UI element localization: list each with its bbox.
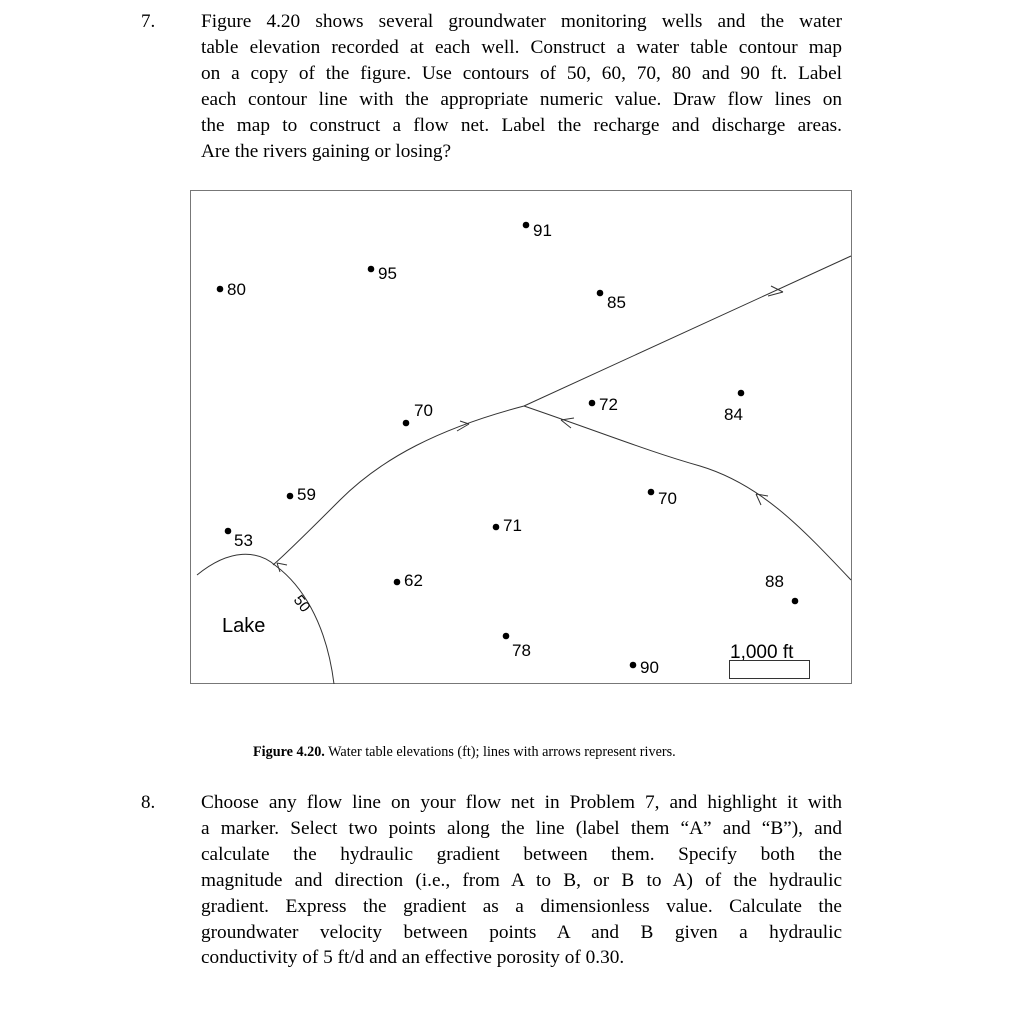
well-dot <box>589 400 596 407</box>
problem-8-line: calculate the hydraulic gradient between them. Specify both the <box>201 843 842 865</box>
well-dot <box>225 528 232 535</box>
well-label: 90 <box>640 658 659 677</box>
well-dot <box>792 598 799 605</box>
well-dot <box>597 290 604 297</box>
problem-8-line: gradient. Express the gradient as a dimensionless value. Calculate the <box>201 895 842 917</box>
well-dot <box>394 579 401 586</box>
problem-8-line: conductivity of 5 ft/d and an effective porosity of 0.30. <box>201 947 625 969</box>
well-dot <box>217 286 224 293</box>
well-label: 95 <box>378 264 397 283</box>
problem-7-line: Are the rivers gaining or losing? <box>201 140 452 162</box>
well-dot <box>368 266 375 273</box>
map-frame <box>191 191 852 684</box>
well-label: 85 <box>607 293 626 312</box>
well-label: 53 <box>234 531 253 550</box>
river-main-upper <box>524 256 851 406</box>
well-label: 71 <box>503 516 522 535</box>
well-label: 70 <box>414 401 433 420</box>
problem-7-line: on a copy of the figure. Use contours of 50, 60, 70, 80 and 90 ft. Label <box>201 62 842 84</box>
well-dot <box>523 222 530 229</box>
well-label: 62 <box>404 571 423 590</box>
well-dot <box>493 524 500 531</box>
lake-shore-upper <box>197 554 276 575</box>
problem-7-line: each contour line with the appropriate numeric value. Draw flow lines on <box>201 88 842 110</box>
well-label: 78 <box>512 641 531 660</box>
problem-7-line: Figure 4.20 shows several groundwater monitoring wells and the water <box>201 11 842 32</box>
problem-7-line: table elevation recorded at each well. Construct a water table contour map <box>201 36 842 58</box>
well-dot <box>630 662 637 669</box>
problem-8-line: Choose any flow line on your flow net in Problem 7, and highlight it with <box>201 792 842 813</box>
well-dot <box>287 493 294 500</box>
well-label: 91 <box>533 221 552 240</box>
figure-caption-label: Figure 4.20. <box>253 744 325 760</box>
lake-shore-50-contour <box>276 566 334 684</box>
well-label: 88 <box>765 572 784 591</box>
well-label: 72 <box>599 395 618 414</box>
problem-8-number: 8. <box>141 792 156 813</box>
well-dot <box>738 390 745 397</box>
well-label: 59 <box>297 485 316 504</box>
problem-7-line: the map to construct a flow net. Label the recharge and discharge areas. <box>201 114 842 136</box>
well-dot <box>503 633 510 640</box>
problem-8-line: groundwater velocity between points A and B given a hydraulic <box>201 921 842 943</box>
river-tributary <box>524 406 851 580</box>
rivers <box>197 256 851 684</box>
figure-caption <box>253 744 676 761</box>
well-label: 70 <box>658 489 677 508</box>
scale-label: 1,000 ft <box>730 642 794 663</box>
lake-label: Lake <box>222 615 266 637</box>
lake-contour-label: 50 <box>289 591 314 616</box>
well-label: 84 <box>724 405 743 424</box>
figure-caption-text: Water table elevations (ft); lines with arrows represent rivers. <box>324 744 676 760</box>
well-label: 80 <box>227 280 246 299</box>
well-dot <box>648 489 655 496</box>
well-dot <box>403 420 410 427</box>
arrow-icon <box>457 421 469 431</box>
problem-8-text <box>201 790 842 971</box>
problem-8-line: magnitude and direction (i.e., from A to B, or B to A) of the hydraulic <box>201 869 842 891</box>
scale-bar <box>730 661 810 679</box>
problem-7-number: 7. <box>141 11 156 32</box>
problem-8-line: a marker. Select two points along the line (label them “A” and “B”), and <box>201 817 842 839</box>
